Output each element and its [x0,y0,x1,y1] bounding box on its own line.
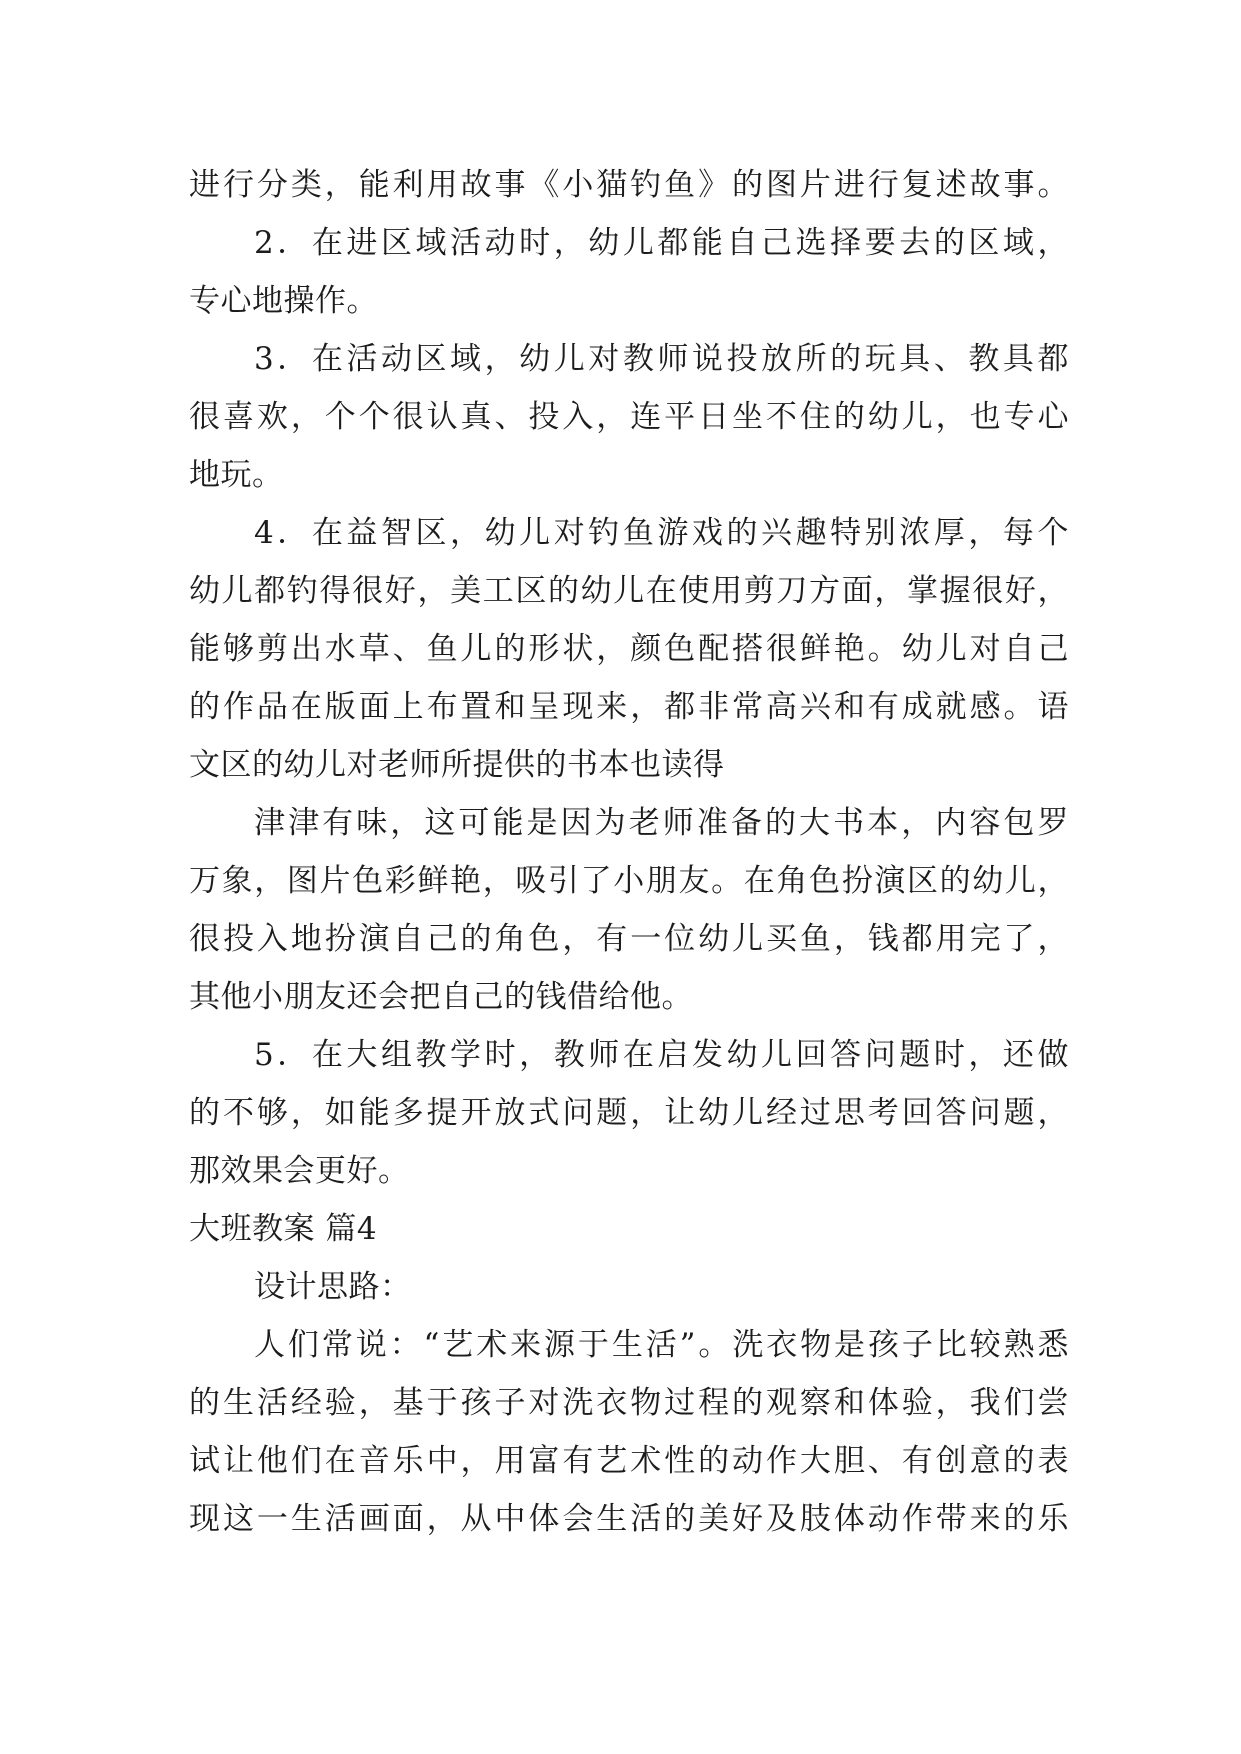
list-item-4: 4．在益智区，幼儿对钓鱼游戏的兴趣特别浓厚，每个 [254,515,1069,551]
text-line: 试让他们在音乐中，用富有艺术性的动作大胆、有创意的表 [189,1443,1069,1479]
text-line: 现这一生活画面，从中体会生活的美好及肢体动作带来的乐 [189,1501,1069,1537]
text-line: 幼儿都钓得很好，美工区的幼儿在使用剪刀方面，掌握很好， [189,573,1069,609]
text-line: 文区的幼儿对老师所提供的书本也读得 [189,747,725,783]
list-item-5: 5．在大组教学时，教师在启发幼儿回答问题时，还做 [254,1037,1069,1073]
text-line: 万象，图片色彩鲜艳，吸引了小朋友。在角色扮演区的幼儿， [189,863,1069,899]
text-line: 进行分类，能利用故事《小猫钓鱼》的图片进行复述故事。 [189,167,1069,203]
text-line: 津津有味，这可能是因为老师准备的大书本，内容包罗 [254,805,1069,841]
text-line: 的作品在版面上布置和呈现来，都非常高兴和有成就感。语 [189,689,1069,725]
text-line: 地玩。 [189,457,284,493]
text-line: 的不够，如能多提开放式问题，让幼儿经过思考回答问题， [189,1095,1069,1131]
text-line: 那效果会更好。 [189,1153,410,1189]
list-item-2: 2．在进区域活动时，幼儿都能自己选择要去的区域， [254,225,1069,261]
section-heading: 大班教案 篇4 [189,1211,378,1247]
text-line: 能够剪出水草、鱼儿的形状，颜色配搭很鲜艳。幼儿对自己 [189,631,1069,667]
text-line: 很喜欢，个个很认真、投入，连平日坐不住的幼儿，也专心 [189,399,1069,435]
list-item-3: 3．在活动区域，幼儿对教师说投放所的玩具、教具都 [254,341,1069,377]
subheading: 设计思路： [254,1269,412,1305]
text-line: 人们常说：“艺术来源于生活”。洗衣物是孩子比较熟悉 [254,1327,1069,1363]
text-line: 其他小朋友还会把自己的钱借给他。 [189,979,693,1015]
text-line: 的生活经验，基于孩子对洗衣物过程的观察和体验，我们尝 [189,1385,1069,1421]
text-line: 专心地操作。 [189,283,378,319]
text-line: 很投入地扮演自己的角色，有一位幼儿买鱼，钱都用完了， [189,921,1069,957]
